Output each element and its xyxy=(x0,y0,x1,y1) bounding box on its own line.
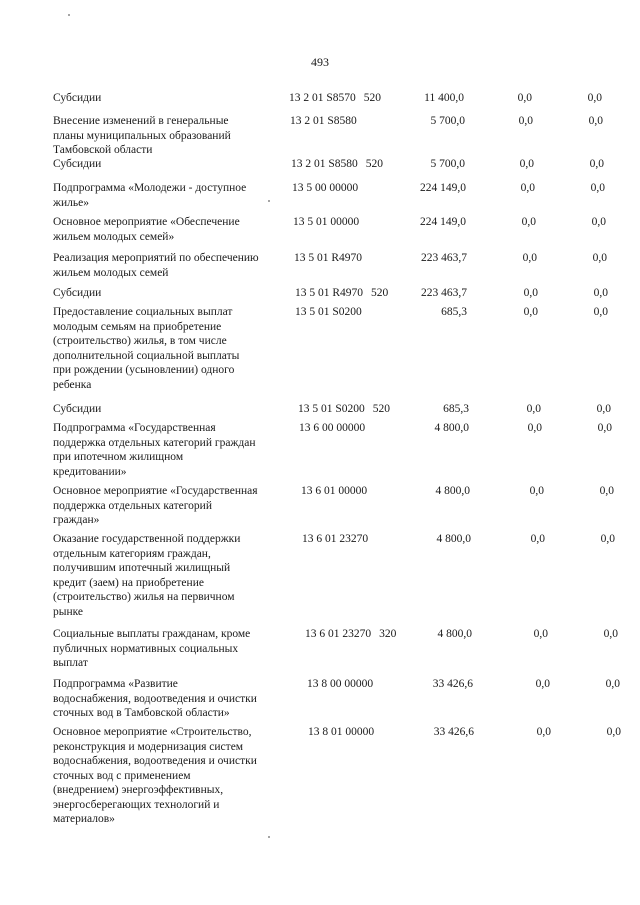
row-amount: 11 400,0 xyxy=(424,92,464,104)
row-name-line: ребенка xyxy=(53,378,92,391)
row-name-line: планы муниципальных образований xyxy=(53,129,231,142)
row-name-line: Основное мероприятие «Обеспечение xyxy=(53,216,240,228)
row-name-line: Субсидии xyxy=(53,92,102,104)
row-name-line: молодым семьям на приобретение xyxy=(53,320,222,333)
row-name xyxy=(53,627,293,671)
row-value-2: 0,0 xyxy=(589,158,604,170)
row-code xyxy=(291,157,383,172)
row-name xyxy=(53,305,293,392)
row-name-line: кредит (заем) на приобретение xyxy=(53,576,204,589)
row-name-line: выплат xyxy=(53,657,88,669)
row-value-1: 0,0 xyxy=(529,485,544,497)
row-csr: 13 5 00 00000 xyxy=(292,182,359,194)
row-vr: 520 xyxy=(365,158,384,170)
row-name-line: (внедрением) энергоэффективных, xyxy=(53,784,224,796)
row-code xyxy=(290,114,357,129)
row-name xyxy=(53,677,293,721)
row-name-line: Подпрограмма «Развитие xyxy=(53,678,178,690)
row-code xyxy=(292,181,358,196)
row-value-1: 0,0 xyxy=(530,533,545,545)
row-name-line: (строительство) жилья на первичном xyxy=(53,591,235,603)
row-amount: 4 800,0 xyxy=(434,422,469,434)
row-value-2: 0,0 xyxy=(587,92,602,104)
row-name-line: Внесение изменений в генеральные xyxy=(53,115,229,127)
row-value-2: 0,0 xyxy=(592,252,607,264)
row-name-line: Подпрограмма «Государственная xyxy=(53,422,216,434)
row-code xyxy=(295,305,362,320)
row-name-line: Реализация мероприятий по обеспечению xyxy=(53,252,259,264)
row-code xyxy=(295,286,388,301)
row-value-1: 0,0 xyxy=(520,182,535,194)
row-name-line: кредитовании» xyxy=(53,465,127,478)
row-csr: 13 5 01 00000 xyxy=(293,216,360,228)
row-amount: 224 149,0 xyxy=(420,182,466,194)
row-code xyxy=(305,627,396,642)
row-csr: 13 6 00 00000 xyxy=(299,422,366,434)
row-amount: 33 426,6 xyxy=(432,678,473,690)
row-name-line: Социальные выплаты гражданам, кроме xyxy=(53,628,251,640)
row-csr: 13 5 01 S0200 xyxy=(298,403,365,415)
row-csr: 13 6 01 23270 xyxy=(302,533,369,545)
row-value-2: 0,0 xyxy=(593,287,608,299)
row-code xyxy=(294,251,362,266)
row-amount: 223 463,7 xyxy=(421,287,467,299)
row-name-line: Субсидии xyxy=(53,287,102,299)
row-name xyxy=(53,484,293,528)
row-csr: 13 8 00 00000 xyxy=(307,678,374,690)
page-number: 493 xyxy=(311,55,329,69)
row-vr: 320 xyxy=(379,628,397,640)
row-value-1: 0,0 xyxy=(523,287,538,299)
row-name xyxy=(53,402,293,417)
scan-speck xyxy=(68,14,70,16)
row-name-line: отдельным категориям граждан, xyxy=(53,547,211,560)
row-csr: 13 6 01 00000 xyxy=(301,485,368,497)
row-csr: 13 8 01 00000 xyxy=(308,726,375,738)
row-value-2: 0,0 xyxy=(600,533,615,545)
row-csr: 13 5 01 R4970 xyxy=(295,287,364,299)
row-value-2: 0,0 xyxy=(590,182,605,194)
row-value-2: 0,0 xyxy=(593,306,608,318)
row-name-line: при рождении (усыновлении) одного xyxy=(53,364,235,376)
row-name-line: сточных вод в Тамбовской области» xyxy=(53,707,230,719)
row-name-line: Тамбовской области xyxy=(53,144,153,156)
row-name-line: реконструкция и модернизация систем xyxy=(53,740,244,753)
row-name xyxy=(53,532,293,619)
row-amount: 223 463,7 xyxy=(421,252,467,264)
row-name-line: Основное мероприятие «Государственная xyxy=(53,485,258,497)
row-name-line: материалов» xyxy=(53,813,115,825)
row-code xyxy=(301,484,367,499)
row-vr: 520 xyxy=(371,287,389,299)
row-value-1: 0,0 xyxy=(533,628,548,640)
row-csr: 13 2 01 S8580 xyxy=(291,158,358,170)
row-value-2: 0,0 xyxy=(596,403,611,415)
row-name xyxy=(53,181,293,210)
row-value-1: 0,0 xyxy=(518,115,533,127)
row-value-2: 0,0 xyxy=(603,628,618,640)
row-name-line: поддержка отдельных категорий граждан xyxy=(53,436,256,449)
row-value-2: 0,0 xyxy=(588,115,603,127)
row-csr: 13 5 01 S0200 xyxy=(295,306,362,318)
row-code xyxy=(293,215,359,230)
row-value-1: 0,0 xyxy=(536,726,551,738)
row-csr: 13 6 01 23270 xyxy=(305,628,372,640)
row-value-2: 0,0 xyxy=(591,216,606,228)
row-name-line: сточных вод с применением xyxy=(53,769,191,782)
row-code xyxy=(307,677,373,692)
row-name-line: Субсидии xyxy=(53,403,102,415)
row-value-1: 0,0 xyxy=(519,158,534,170)
row-value-2: 0,0 xyxy=(606,726,621,738)
row-name-line: Субсидии xyxy=(53,158,102,170)
row-name-line: жильем молодых семей» xyxy=(53,230,175,243)
row-name xyxy=(53,91,293,106)
row-value-1: 0,0 xyxy=(517,92,532,104)
row-csr: 13 5 01 R4970 xyxy=(294,252,363,264)
row-name-line: поддержка отдельных категорий xyxy=(53,499,212,512)
row-value-1: 0,0 xyxy=(526,403,541,415)
row-code xyxy=(289,91,381,106)
row-value-2: 0,0 xyxy=(599,485,614,497)
row-name xyxy=(53,725,293,827)
row-csr: 13 2 01 S8570 xyxy=(289,92,356,104)
row-code xyxy=(308,725,374,740)
row-name xyxy=(53,215,293,244)
row-amount: 5 700,0 xyxy=(430,158,465,170)
row-name-line: дополнительной социальной выплаты xyxy=(53,349,240,362)
row-name-line: жильем молодых семей xyxy=(53,266,169,279)
row-name-line: водоснабжения, водоотведения и очистки xyxy=(53,692,257,705)
row-name-line: при ипотечном жилищном xyxy=(53,451,184,463)
row-name xyxy=(53,251,293,280)
row-name-line: жилье» xyxy=(53,196,89,209)
row-name-line: граждан» xyxy=(53,514,100,526)
row-value-1: 0,0 xyxy=(522,252,537,264)
row-name xyxy=(53,157,293,172)
row-vr: 520 xyxy=(363,92,382,104)
row-vr: 520 xyxy=(372,403,391,415)
row-name xyxy=(53,114,293,158)
row-name-line: получившим ипотечный жилищный xyxy=(53,562,231,574)
row-amount: 4 800,0 xyxy=(436,533,471,545)
row-amount: 5 700,0 xyxy=(430,115,465,127)
row-name-line: водоснабжения, водоотведения и очистки xyxy=(53,755,257,767)
row-code xyxy=(299,421,365,436)
row-name-line: рынке xyxy=(53,605,84,618)
row-amount: 4 800,0 xyxy=(437,628,472,640)
row-value-1: 0,0 xyxy=(527,422,542,434)
row-name-line: Подпрограмма «Молодежи - доступное xyxy=(53,182,247,194)
row-amount: 685,3 xyxy=(441,306,467,318)
row-name-line: (строительство) жилья, в том числе xyxy=(53,335,227,347)
row-amount: 224 149,0 xyxy=(420,216,466,228)
scan-speck xyxy=(268,836,270,838)
scan-speck xyxy=(268,200,270,202)
row-value-1: 0,0 xyxy=(523,306,538,318)
row-csr: 13 2 01 S8580 xyxy=(290,115,357,127)
row-name xyxy=(53,421,293,479)
row-amount: 685,3 xyxy=(443,403,469,415)
row-code xyxy=(298,402,390,417)
row-name-line: Основное мероприятие «Строительство, xyxy=(53,726,252,738)
row-value-1: 0,0 xyxy=(521,216,536,228)
row-amount: 33 426,6 xyxy=(433,726,474,738)
row-value-2: 0,0 xyxy=(597,422,612,434)
row-code xyxy=(302,532,368,547)
row-name-line: энергосберегающих технологий и xyxy=(53,798,220,811)
row-name-line: Предоставление социальных выплат xyxy=(53,306,233,318)
row-name xyxy=(53,286,293,301)
row-amount: 4 800,0 xyxy=(435,485,470,497)
row-value-2: 0,0 xyxy=(605,678,620,690)
row-value-1: 0,0 xyxy=(535,678,550,690)
row-name-line: Оказание государственной поддержки xyxy=(53,533,241,545)
row-name-line: публичных нормативных социальных xyxy=(53,642,239,655)
